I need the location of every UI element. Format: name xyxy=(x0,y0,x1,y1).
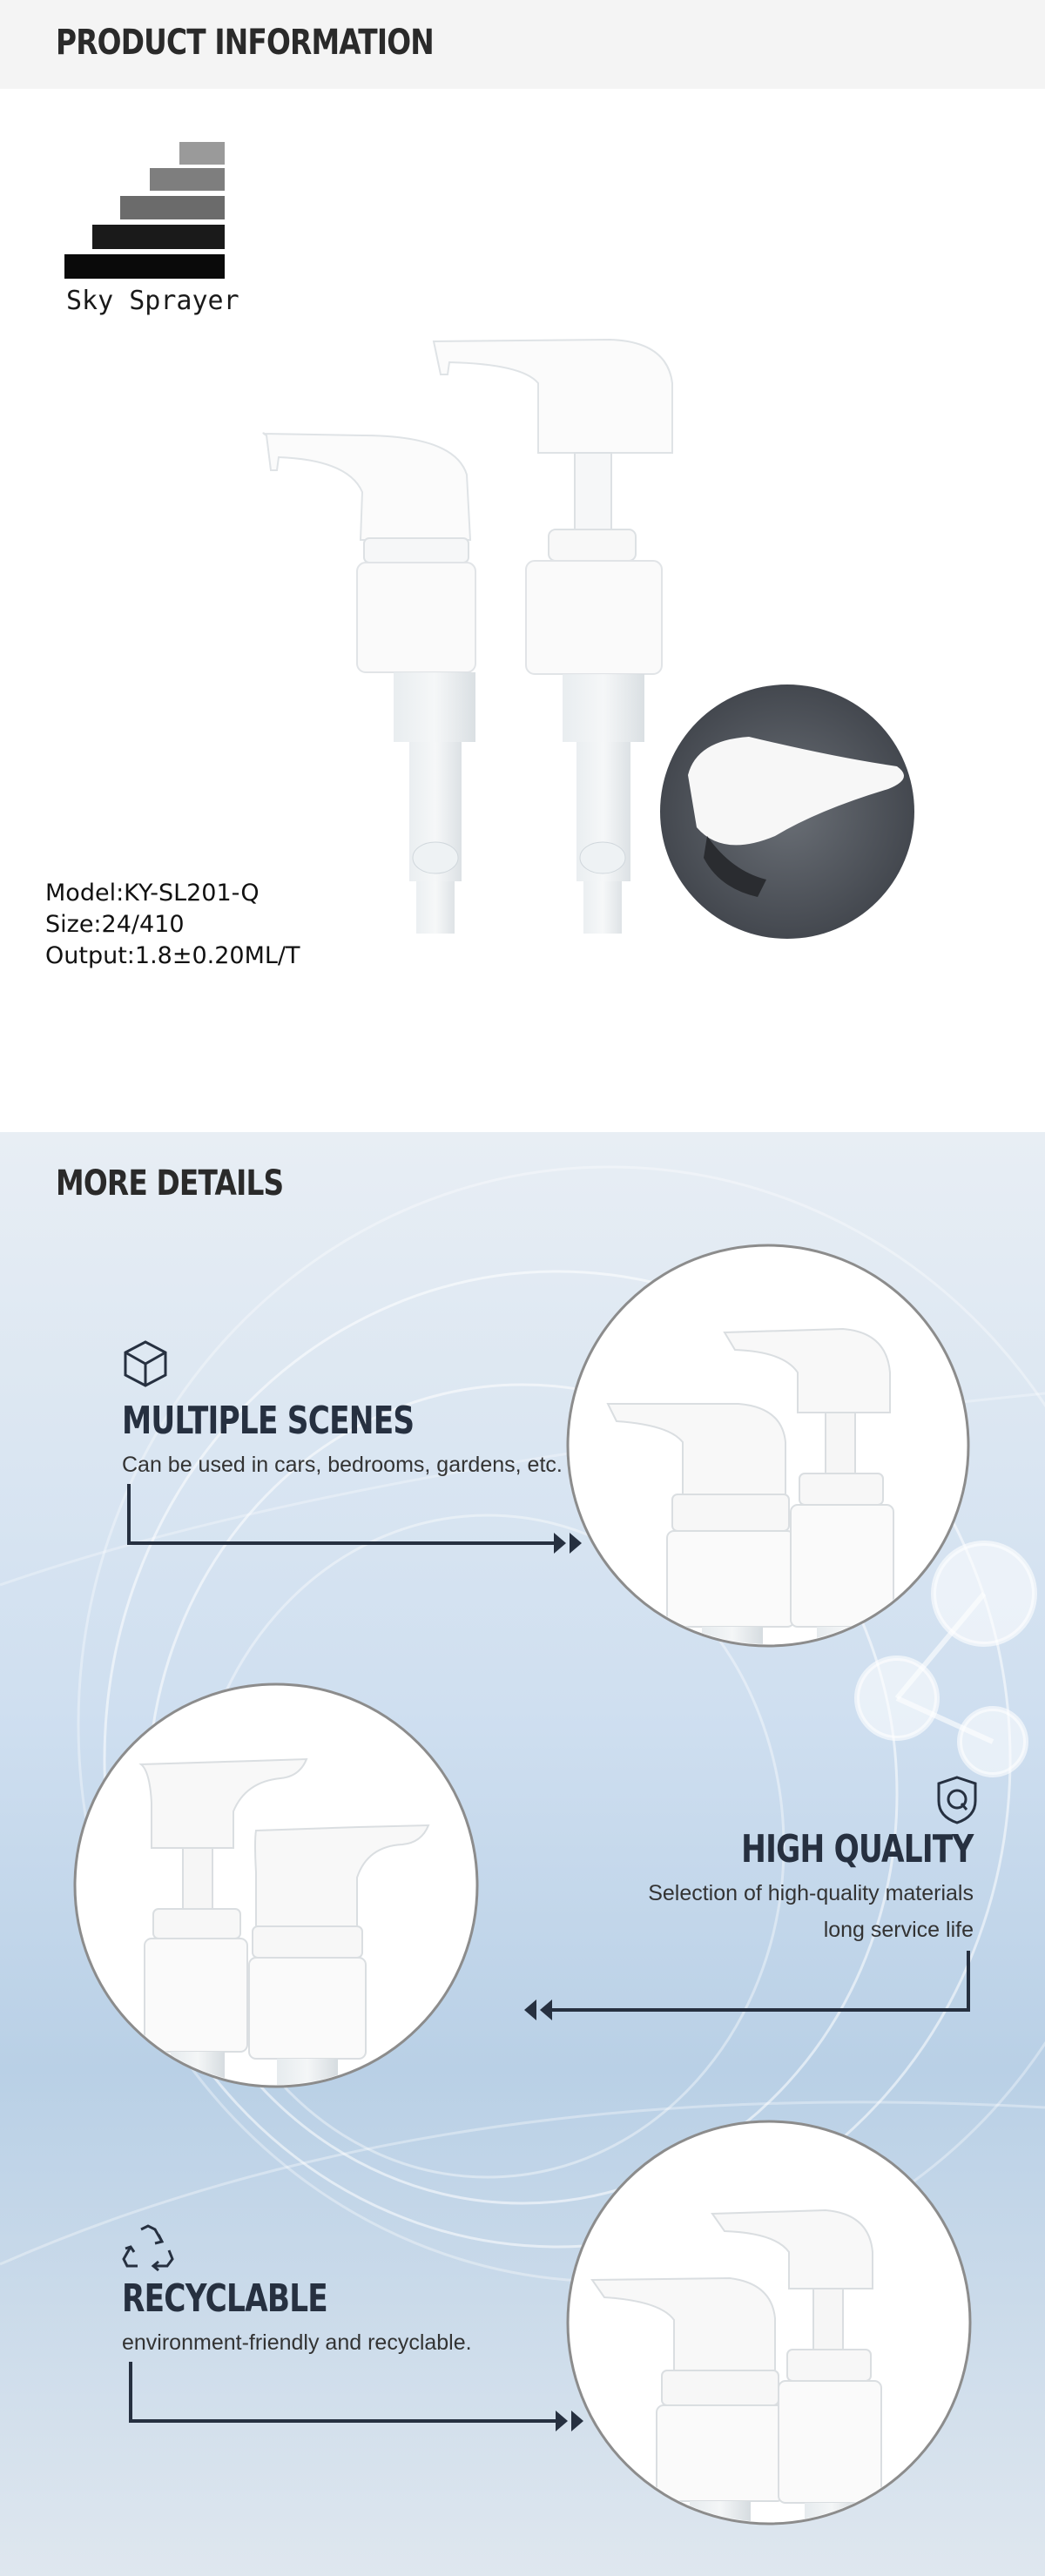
spec-model: Model:KY-SL201-Q xyxy=(45,880,260,907)
pump-pair-circle-image-2 xyxy=(71,1681,481,2090)
cube-icon xyxy=(122,1339,169,1388)
pump-pair-circle-image-3 xyxy=(564,2118,974,2527)
nozzle-closeup-image xyxy=(660,684,914,939)
feature-recyclable-desc: environment-friendly and recyclable. xyxy=(122,2330,472,2355)
recycle-icon xyxy=(120,2222,176,2273)
pump-left-image xyxy=(263,433,475,934)
spec-output: Output:1.8±0.20ML/T xyxy=(45,942,300,969)
feature-high-quality-desc-line1: Selection of high-quality materials xyxy=(648,1881,974,1905)
feature-multiple-scenes-desc: Can be used in cars, bedrooms, gardens, etc. xyxy=(122,1453,563,1477)
brand-name: Sky Sprayer xyxy=(66,286,239,316)
feature-high-quality-desc-line2: long service life xyxy=(823,1918,974,1942)
feature-multiple-scenes-title: MULTIPLE SCENES xyxy=(122,1399,415,1443)
arrow-left-connector xyxy=(512,1951,974,2020)
spec-size: Size:24/410 xyxy=(45,911,185,938)
arrow-right-connector-2 xyxy=(124,2362,594,2431)
shield-q-icon xyxy=(935,1775,979,1825)
arrow-right-connector-1 xyxy=(122,1484,592,1554)
feature-high-quality-title: HIGH QUALITY xyxy=(741,1827,974,1871)
feature-recyclable-title: RECYCLABLE xyxy=(122,2276,327,2321)
sky-sprayer-logo xyxy=(64,142,225,279)
product-info-title: PRODUCT INFORMATION xyxy=(56,23,434,63)
more-details-title: MORE DETAILS xyxy=(56,1163,284,1204)
pump-pair-circle-image-1 xyxy=(564,1242,972,1649)
